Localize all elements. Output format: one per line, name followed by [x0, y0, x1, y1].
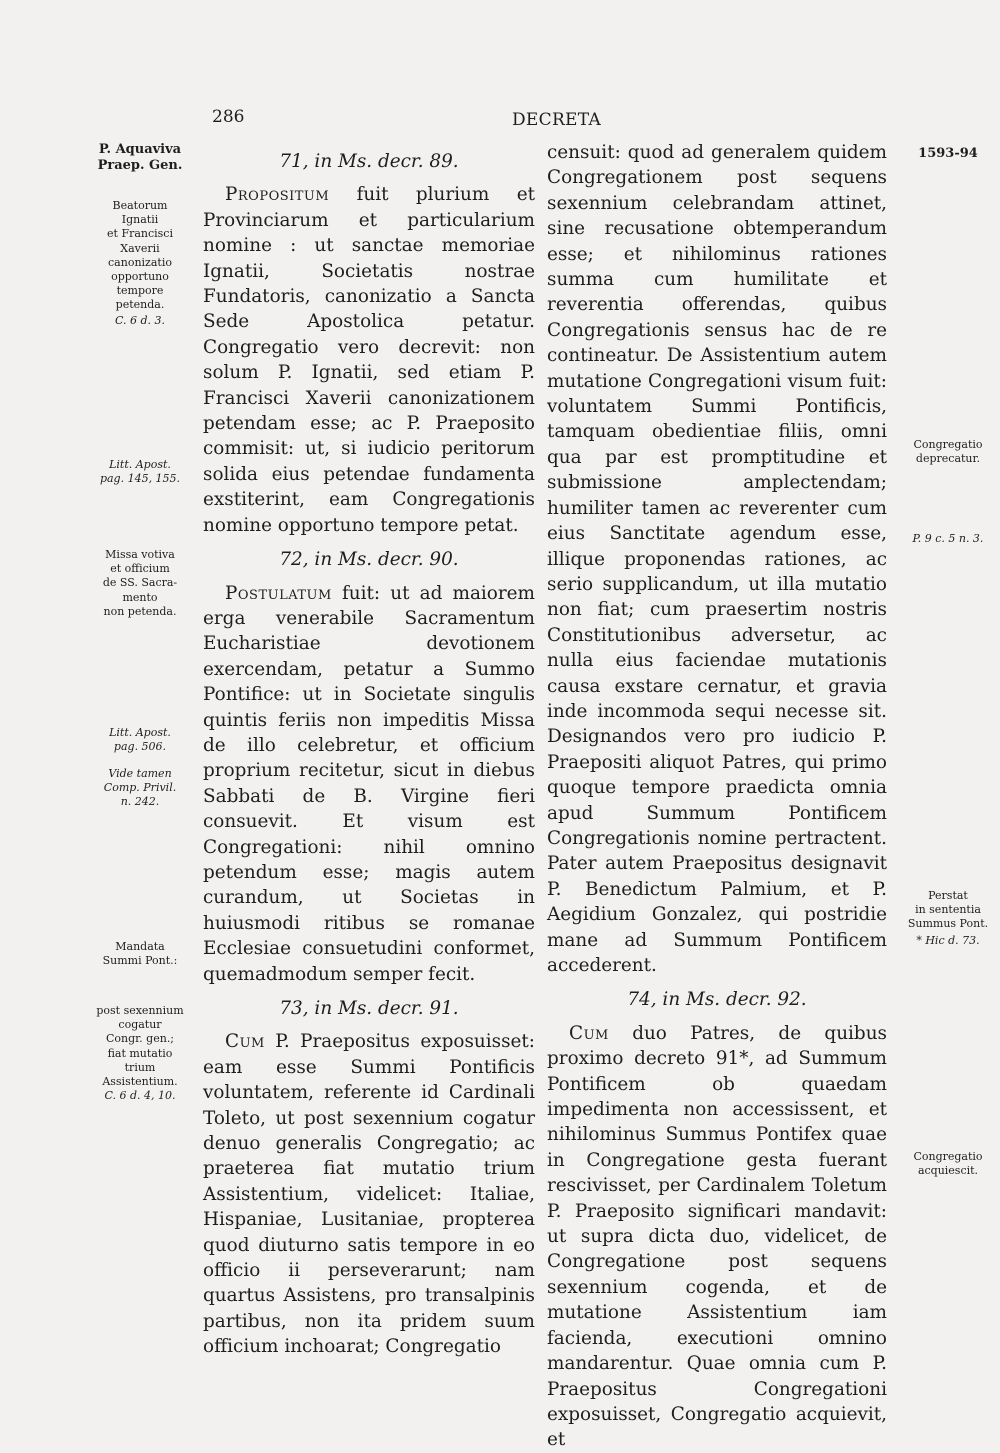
- paragraph-lead-word: Cum: [569, 1022, 609, 1044]
- right-margin-note: * Hic d. 73.: [916, 934, 980, 947]
- left-margin-note: C. 6 d. 4, 10.: [104, 1089, 176, 1102]
- left-margin-note: C. 6 d. 3.: [114, 314, 166, 327]
- decree-heading: 72, in Ms. decr. 90.: [279, 549, 459, 571]
- paragraph-lead-word: Cum: [225, 1031, 265, 1053]
- left-margin-note: Litt. Apost. pag. 506.: [109, 726, 171, 754]
- left-text-column: [203, 140, 535, 1360]
- right-margin-note: Congregatio deprecatur.: [913, 438, 983, 466]
- decree-heading: 71, in Ms. decr. 89.: [279, 151, 459, 172]
- paragraph-lead-word: Postulatum: [225, 582, 332, 604]
- decree-paragraph: Cum duo Patres, de quibus proximo decreto 91*, ad Summum Pontificem ob quaedam impedimenta non accessissent, et nihilominus Summus Pontifex quae in Congregatione gesta fuerant rescivisset, per Cardinalem Toletum P. Praeposito significari mandavit: ut supra dicta duo, videlicet, de Congregatione post sequens sexennium cogenda, et de mutatione Assistentium iam facienda, executioni omnino mandarentur. Quae omnia cum P. Praepositus Congregationi exposuisset, Congregatio acquievit, et: [547, 1022, 887, 1451]
- left-margin-note: Vide tamen Comp. Privil. n. 242.: [103, 767, 177, 809]
- decree-paragraph: Postulatum fuit: ut ad maiorem erga venerabile Sacramentum Eucharistiae devotionem exercendam, petatur a Summo Pontifice: ut in Societate singulis quintis feriis non impeditis Missa de illo celebretur, et officium proprium recitetur, sicut in diebus Sabbati de B. Virgine fieri consuevit. Et visum est Congregationi: nihil omnino petendum esse; magis autem curandum, ut Societas in huiusmodi ritibus se romanae Ecclesiae consuetudini conformet, quemadmodum semper fecit.: [203, 582, 535, 985]
- decree-paragraph: Propositum fuit plurium et Provinciarum et particularium nomine : ut sanctae memoriae Ignatii, Societatis nostrae Fundatoris, canonizatio a Sancta Sede Apostolica petatur. Congregatio vero decrevit: non solum P. Ignatii, sed etiam P. Francisci Xaverii canonizationem petendam esse; ac P. Praeposito commisit: ut, si iudicio peritorum solida eius petendae fundamenta exstiterint, eam Congregationis nomine opportuno tempore petat.: [203, 184, 535, 536]
- running-title: DECRETA: [512, 110, 602, 130]
- right-margin-note: P. 9 c. 5 n. 3.: [912, 532, 984, 545]
- paragraph-lead-word: Propositum: [225, 184, 330, 206]
- right-margin-note: Congregatio acquiescit.: [913, 1150, 983, 1178]
- decree-paragraph: censuit: quod ad generalem quidem Congregationem post sequens sexennium celebrandam attinet, sine recusatione obtemperandum esse; et nihilominus rationes summa cum humilitate et reverentia offerendas, quibus Congregationis sensus hac de re contineatur. De Assistentium autem mutatione Congregationi visum fuit: voluntatem Summi Pontificis, tamquam obedientiae filiis, omni qua par est promptitudine et submissione amplectendam; humiliter tamen ac reverenter cum eius Sanctitate agendum esse, illique proponendas rationes, ac serio supplicandum, ut illa mutatio non fiat; cum praesertim nostris Constitutionibus adversetur, ac nulla eius faciendae mutationis causa exstare cernatur, et gravia inde incommoda sequi necesse sit. Designandos vero pro iudicio P. Praepositi aliquot Patres, qui primo quoque tempore praedicta omnia apud Summum Pontificem Congregationis nomine pertractent. Pater autem Praepositus designavit P. Benedictum Palmium, et P. Aegidium Gonzalez, qui postridie mane ad Summum Pontificem accederent.: [547, 142, 887, 976]
- page-number: 286: [212, 107, 245, 127]
- right-margin-note: Perstat in sententia Summus Pont.: [907, 889, 989, 931]
- left-margin-note: Beatorum Ignatii et Francisci Xaverii canonizatio opportuno tempore petenda.: [107, 199, 173, 312]
- left-margin-note: Missa votiva et officium de SS. Sacra- mento non petenda.: [102, 548, 178, 618]
- right-margin-note: 1593-94: [918, 146, 978, 161]
- left-margin-note: P. Aquaviva Praep. Gen.: [97, 142, 183, 173]
- left-margin-note: post sexennium cogatur Congr. gen.; fiat mutatio trium Assistentium.: [96, 1004, 184, 1089]
- right-text-column: [547, 140, 887, 1453]
- left-margin-note: Mandata Summi Pont.:: [102, 940, 178, 968]
- decree-paragraph: Cum P. Praepositus exposuisset: eam esse Summi Pontificis voluntatem, referente id Cardinali Toleto, ut post sexennium cogatur denuo generalis Congregatio; ac praeterea fiat mutatio trium Assistentium, videlicet: Italiae, Hispaniae, Lusitaniae, propterea quod diuturno satis tempore in eo officio ii perseverarunt; nam quartus Assistens, pro transalpinis partibus, non ita pridem suum officium inchoarat; Congregatio: [203, 1031, 535, 1358]
- decree-heading: 73, in Ms. decr. 91.: [279, 998, 459, 1019]
- left-margin-note: Litt. Apost. pag. 145, 155.: [99, 458, 181, 486]
- decree-heading: 74, in Ms. decr. 92.: [627, 989, 807, 1011]
